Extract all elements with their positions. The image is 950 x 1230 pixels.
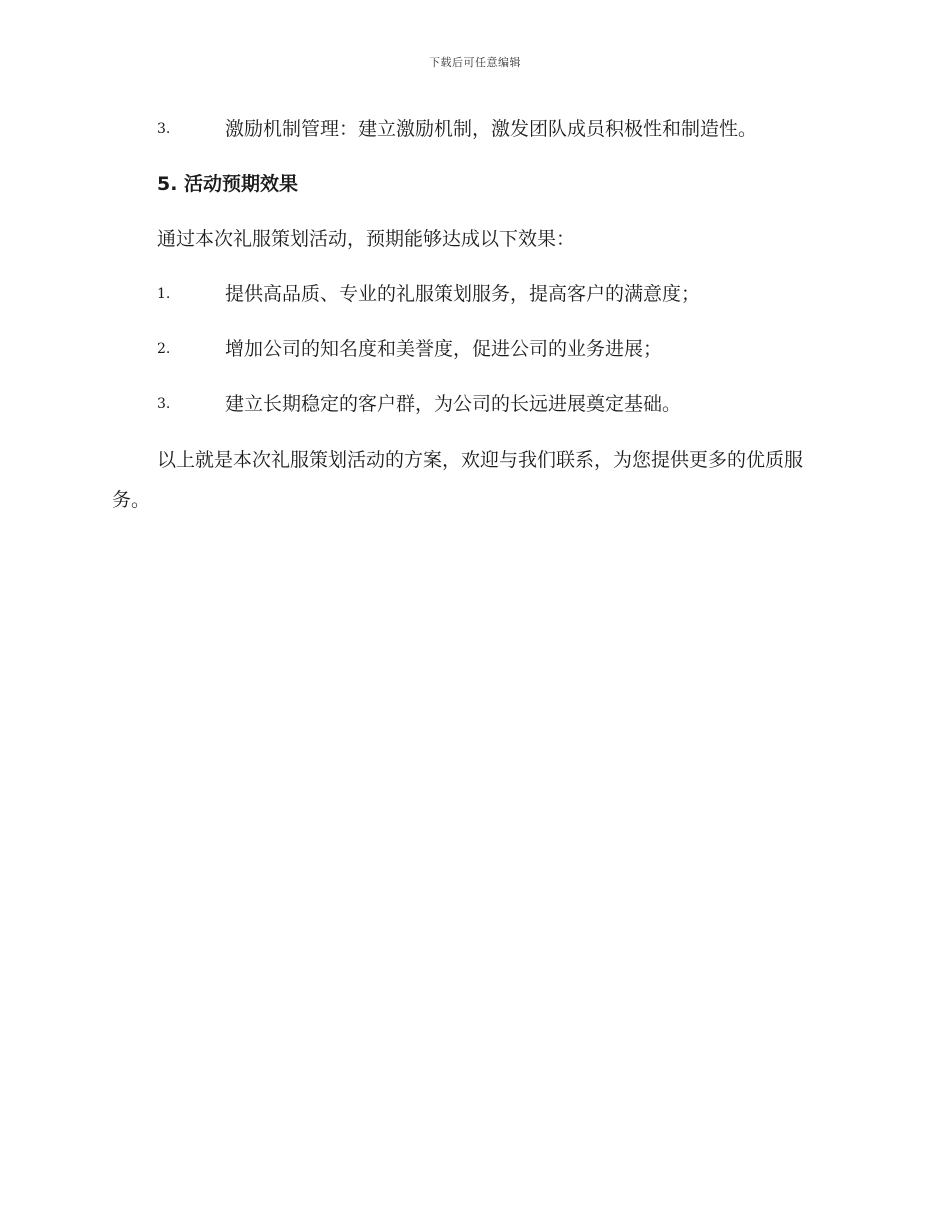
- list-item-number: 3.: [157, 121, 171, 137]
- list-item-text: 激励机制管理：建立激励机制，激发团队成员积极性和制造性。: [225, 118, 758, 140]
- closing-paragraph: 以上就是本次礼服策划活动的方案，欢迎与我们联系，为您提供更多的优质服务。: [112, 449, 804, 511]
- document-body: [112, 110, 832, 537]
- list-item-number: 2.: [157, 341, 171, 357]
- list-item: [112, 275, 832, 313]
- list-item-text: 建立长期稳定的客户群，为公司的长远进展奠定基础。: [225, 393, 682, 415]
- list-item-number: 1.: [157, 286, 171, 302]
- list-item: [112, 330, 832, 368]
- section-intro: 通过本次礼服策划活动，预期能够达成以下效果：: [157, 228, 576, 250]
- section-heading: 5. 活动预期效果: [157, 173, 299, 195]
- list-item: [112, 110, 832, 148]
- page-header: 下载后可任意编辑: [429, 56, 521, 69]
- list-item: [112, 385, 832, 423]
- list-item-text: 增加公司的知名度和美誉度，促进公司的业务进展；: [225, 338, 663, 360]
- list-item-text: 提供高品质、专业的礼服策划服务，提高客户的满意度；: [225, 283, 701, 305]
- list-item-number: 3.: [157, 396, 171, 412]
